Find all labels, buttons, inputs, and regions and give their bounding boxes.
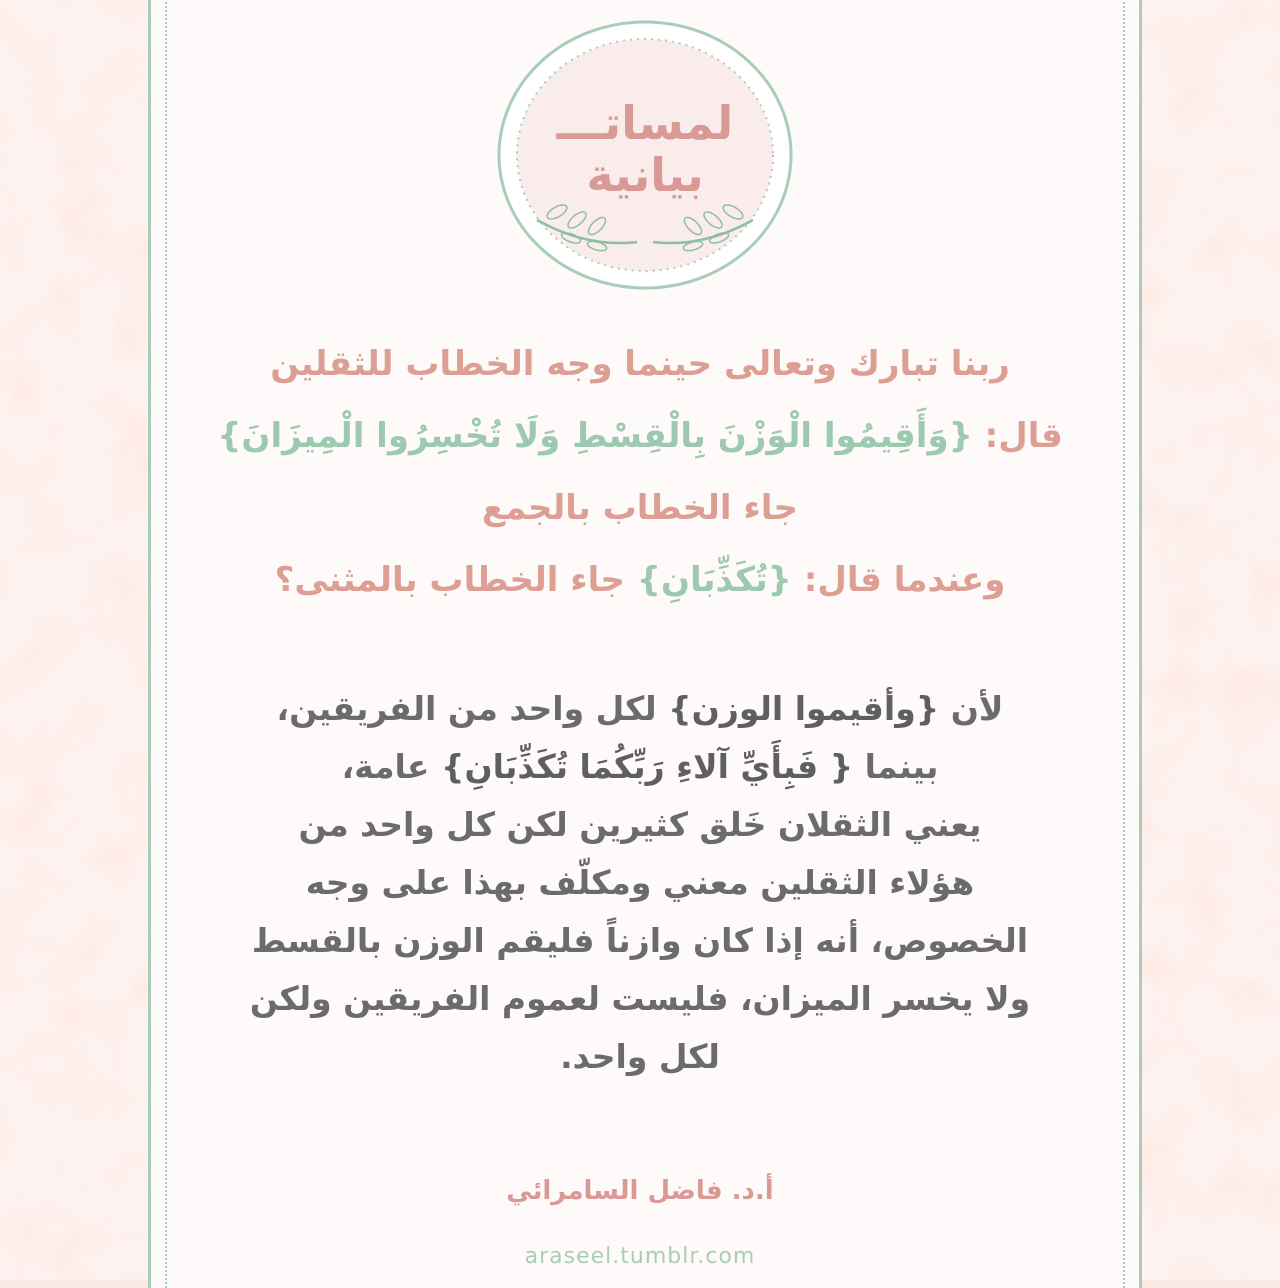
site-url: araseel.tumblr.com [524, 1244, 756, 1269]
intro-line-4 [170, 544, 1110, 616]
body-quote-1: {وأقيموا الوزن} [668, 689, 940, 728]
intro-line-3: جاء الخطاب بالجمع [481, 488, 799, 528]
explanation-text [170, 680, 1110, 1086]
body-quote-2: { فَبِأَيِّ آلاءِ رَبِّكُمَا تُكَذِّبَانِ} [440, 747, 854, 786]
body-line-4: هؤلاء الثقلين معني ومكلّف بهذا على وجه [305, 863, 975, 902]
dotted-border-right [1123, 0, 1125, 1288]
body-line-2-suffix: عامة، [341, 747, 441, 786]
body-line-2 [170, 738, 1110, 796]
body-line-1 [170, 680, 1110, 738]
body-line-7: لكل واحد. [560, 1037, 720, 1076]
intro-line-2-prefix: قال: [972, 416, 1063, 456]
intro-line-1: ربنا تبارك وتعالى حينما وجه الخطاب للثقلين [270, 344, 1010, 384]
dotted-border-left [165, 0, 167, 1288]
intro-question [170, 328, 1110, 616]
body-line-5: الخصوص، أنه إذا كان وازناً فليقم الوزن بالقسط [251, 921, 1029, 960]
intro-line-2 [170, 400, 1110, 472]
body-line-1-suffix: لكل واحد من الفريقين، [276, 689, 669, 728]
body-line-2-prefix: بينما [853, 747, 939, 786]
logo-title-line1: لمساتـــ [556, 96, 734, 150]
quran-verse-1: {وَأَقِيمُوا الْوَزْنَ بِالْقِسْطِ وَلَا تُخْسِرُوا الْمِيزَانَ} [217, 416, 973, 456]
logo-title-line2: بيانية [586, 148, 704, 202]
intro-line-4-prefix: وعندما قال: [791, 560, 1006, 600]
quran-verse-2: {تُكَذِّبَانِ} [636, 560, 792, 600]
intro-line-4-suffix: جاء الخطاب بالمثنى؟ [274, 560, 637, 600]
author-name: أ.د. فاضل السامرائي [506, 1176, 774, 1206]
body-line-1-prefix: لأن [939, 689, 1004, 728]
logo-badge [497, 20, 793, 290]
body-line-6: ولا يخسر الميزان، فليست لعموم الفريقين ولكن [249, 979, 1031, 1018]
body-line-3: يعني الثقلان خَلق كثيرين لكن كل واحد من [298, 805, 982, 844]
